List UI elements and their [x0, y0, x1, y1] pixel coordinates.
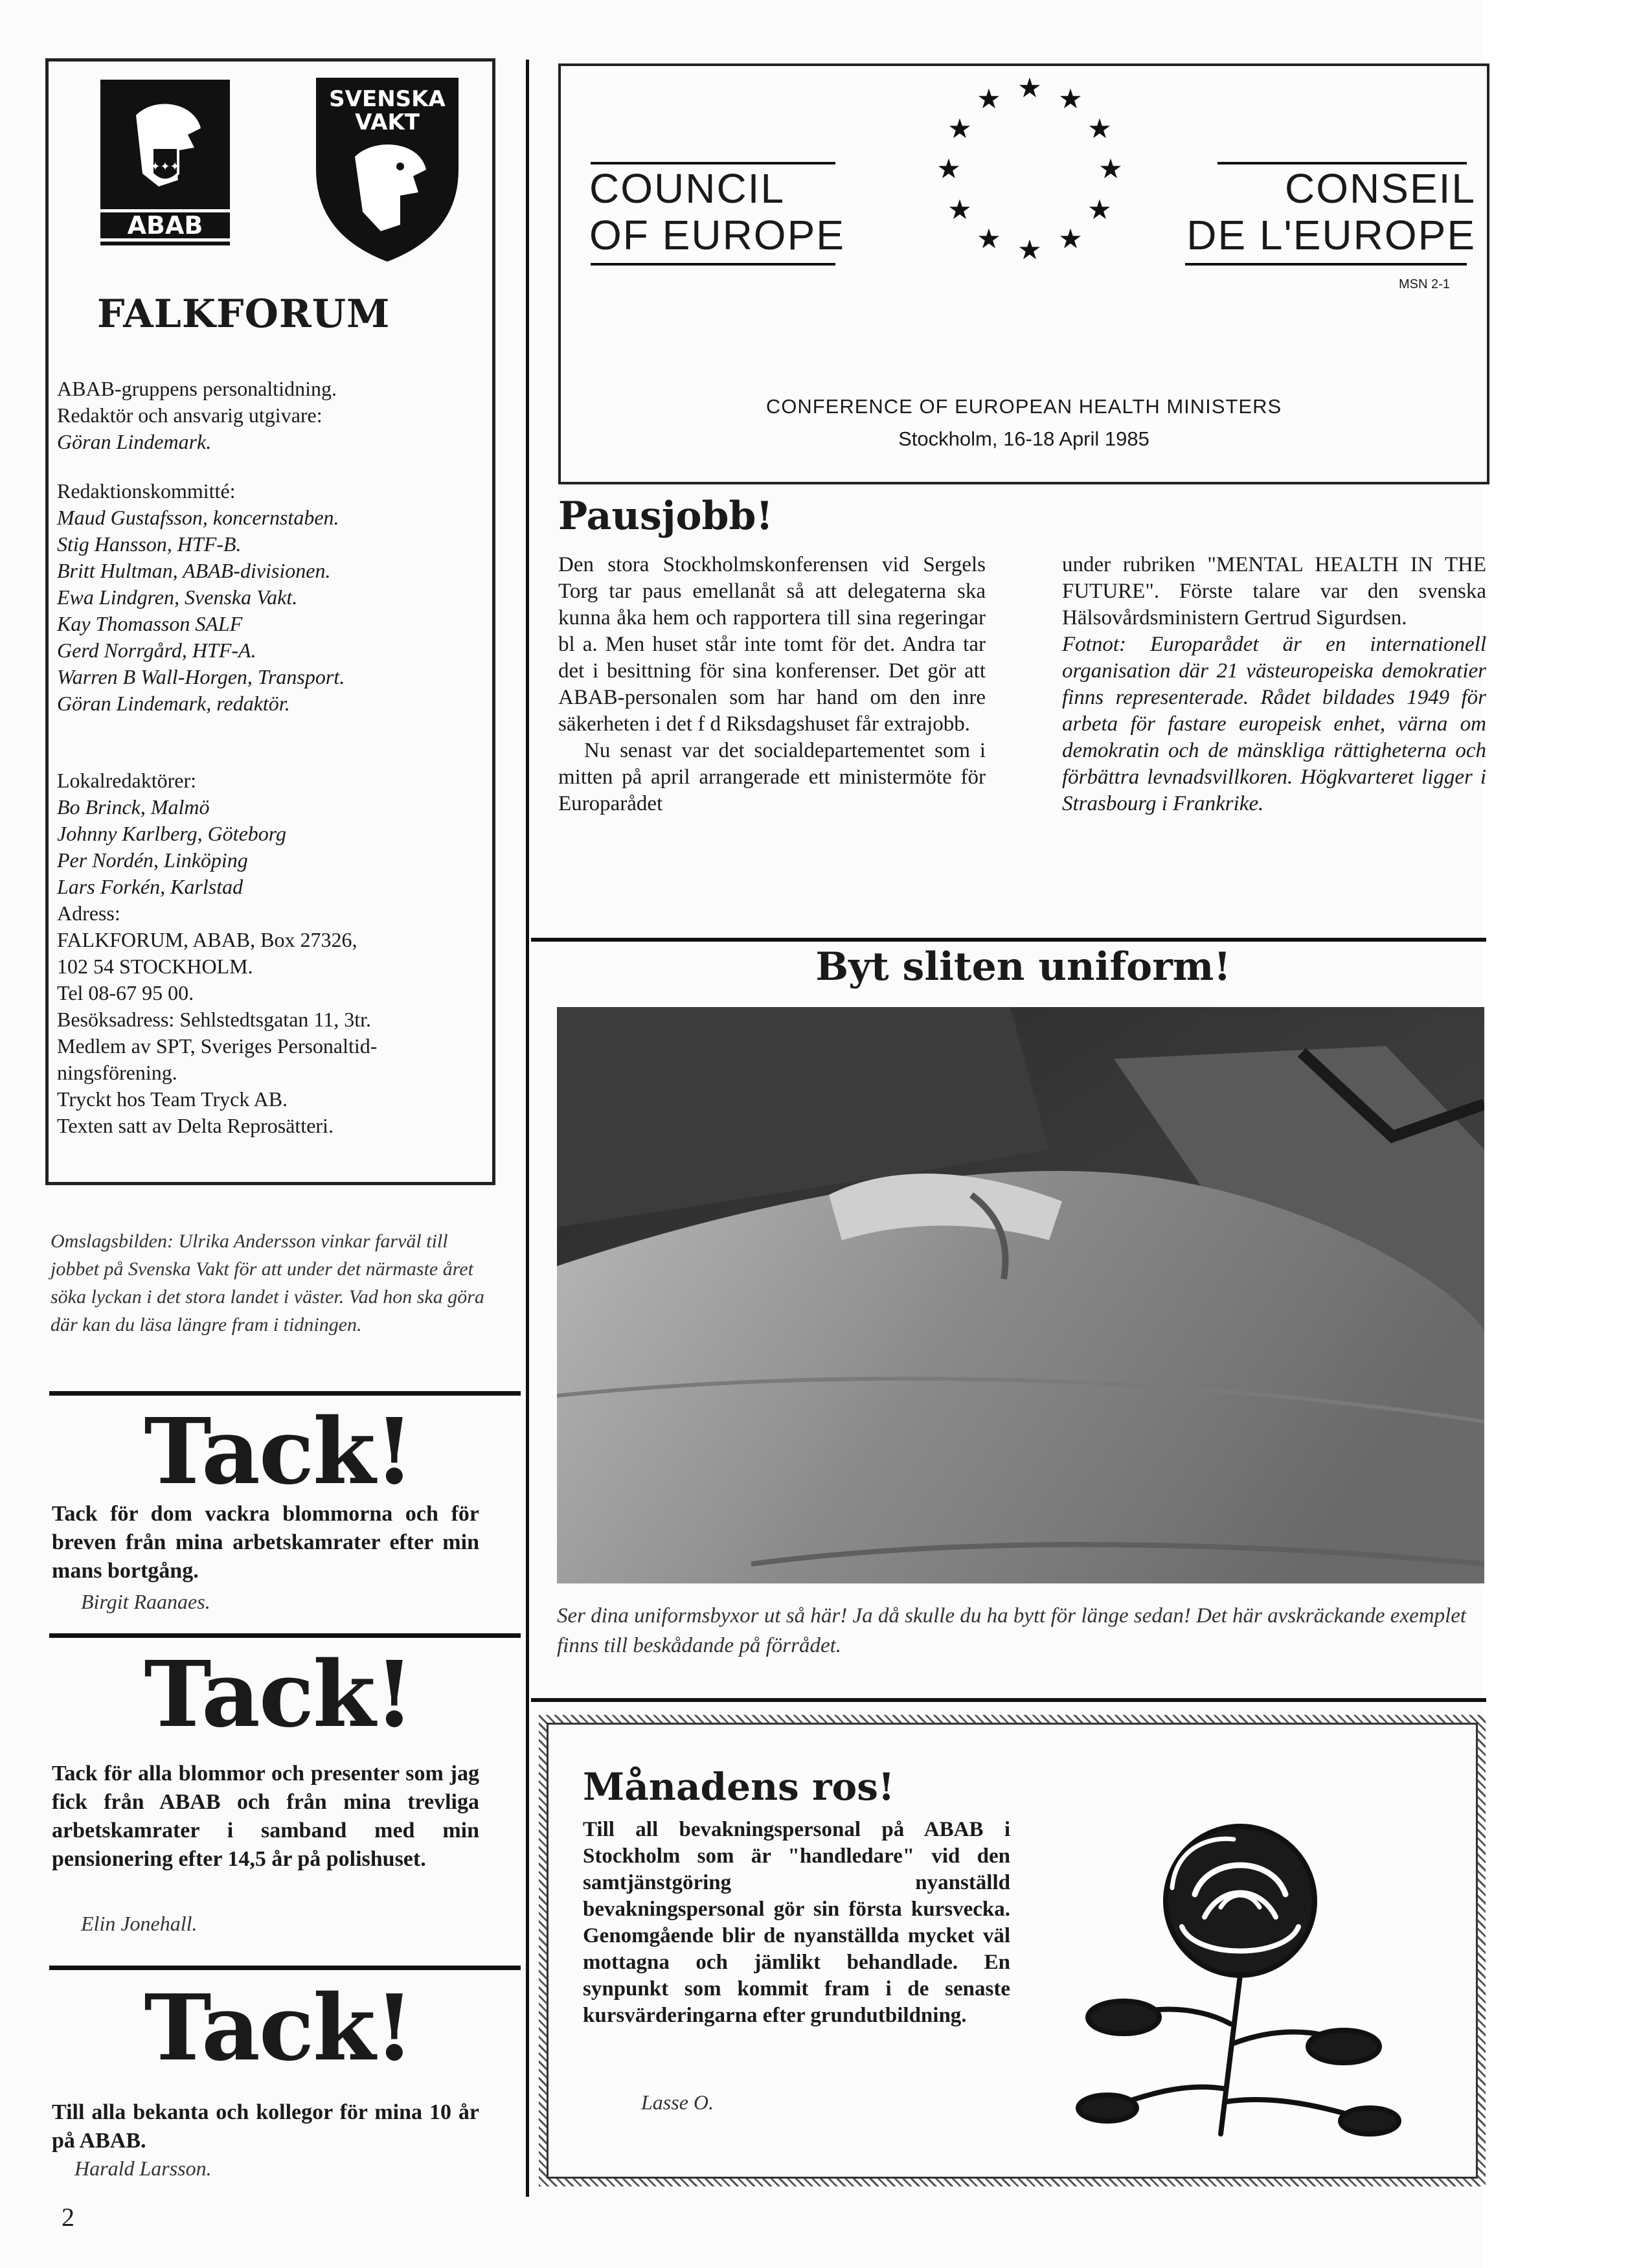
cover-photo-caption: Omslagsbilden: Ulrika Andersson vinkar farväl till jobbet på Svenska Vakt för att under det närmaste året söka lyckan i det stora landet i väster. Vad hon ska göra där kan du läsa längre fram i tidningen. [51, 1230, 484, 1335]
conference-title: CONFERENCE OF EUROPEAN HEALTH MINISTERS [765, 395, 1282, 418]
svenska-vakt-shield-logo [310, 73, 465, 264]
uniform-headline: Byt sliten uniform! [815, 944, 1231, 990]
council-of-europe-text: COUNCIL OF EUROPE [589, 165, 845, 258]
worn-uniform-photo [557, 1007, 1484, 1583]
pausjobb-headline: Pausjobb! [558, 493, 773, 539]
tack-1-title: Tack! [144, 1399, 413, 1505]
svg-text:★: ★ [1058, 223, 1083, 255]
msn-code: MSN 2-1 [1399, 277, 1450, 291]
abab-logo-text: ABAB [127, 211, 203, 240]
svg-text:★: ★ [1017, 72, 1042, 104]
tack-3-title: Tack! [144, 1975, 413, 2081]
tack-2-title: Tack! [144, 1642, 413, 1748]
falkforum-title: FALKFORUM [97, 291, 391, 337]
conseil-de-leurope-text: CONSEIL DE L'EUROPE [1186, 165, 1476, 258]
svg-text:SVENSKA: SVENSKA [329, 86, 446, 112]
manadens-ros-headline: Månadens ros! [583, 1765, 895, 1809]
pausjobb-column-1: Den stora Stockholmskonferensen vid Sergels Torg tar paus emellanåt så att delegaterna ska kunna åka hem och rapportera till sina regeringar bl a. Men huset står inte tomt för det. Andra tar det i besittning för sina konferenser. Det gör att ABAB-personalen som har hand om den inre säkerheten i det f d Riksdagshuset får extrajobb. Nu senast var det socialdepartementet som i mitten på april arrangerade ett ministermöte för Europarådet [558, 553, 986, 815]
tack-2-rule [49, 1633, 521, 1638]
tack-3-signature: Harald Larsson. [74, 2157, 212, 2180]
editorial-committee: Redaktionskommitté: Maud Gustafsson, koncernstaben. Stig Hansson, HTF-B. Britt Hultman, ABAB-divisionen. Ewa Lindgren, Svenska Vakt. Kay Thomasson SALF Gerd Norrgård, HTF-A. Warren B Wall-Horgen, Transport. Göran Lindemark, redaktör. [57, 479, 345, 715]
masthead-intro: ABAB-gruppens personaltidning. Redaktör och ansvarig utgivare: Göran Lindemark. [57, 377, 337, 453]
abab-eagle-logo [97, 76, 233, 251]
svg-text:✦✦✦: ✦✦✦ [150, 160, 180, 174]
uniform-top-rule [531, 938, 1486, 942]
page-number: 2 [62, 2203, 74, 2232]
column-divider [526, 60, 529, 2197]
tack-1-rule [49, 1391, 521, 1396]
svg-text:VAKT: VAKT [355, 109, 420, 135]
svg-text:★: ★ [1017, 234, 1042, 266]
svg-text:★: ★ [1087, 113, 1112, 144]
tack-2-signature: Elin Jonehall. [81, 1912, 198, 1935]
torn-page-edge [1483, 0, 1630, 2268]
svg-text:★: ★ [977, 83, 1001, 115]
svg-text:★: ★ [936, 153, 961, 185]
coe-left-bottom-rule [591, 263, 835, 266]
manadens-ros-signature: Lasse O. [641, 2091, 714, 2114]
svg-text:★: ★ [1058, 83, 1083, 115]
local-editors: Lokalredaktörer: Bo Brinck, Malmö Johnny Karlberg, Göteborg Per Nordén, Linköping Lars Forkén, Karlstad Adress: FALKFORUM, ABAB, Box 27326, 102 54 STOCKHOLM. Tel 08-67 95 00. Besöksadress: Sehlstedtsgatan 11, 3tr. Medlem av SPT, Sveriges Personaltid- ningsförening. Tryckt hos Team Tryck AB. Texten satt av Delta Reprosätteri. [57, 769, 378, 1137]
coe-right-top-rule [1217, 162, 1467, 164]
svg-text:★: ★ [947, 194, 972, 225]
european-stars-emblem [926, 71, 1133, 272]
coe-left-top-rule [591, 162, 835, 164]
conference-place-date: Stockholm, 16-18 April 1985 [898, 427, 1149, 450]
tack-1-body: Tack för dom vackra blommorna och för breven från mina arbetskamrater efter min mans bortgång. [52, 1502, 479, 1583]
tack-3-rule [49, 1966, 521, 1970]
svg-text:★: ★ [947, 113, 972, 144]
manadens-ros-body: Till all bevakningspersonal på ABAB i Stockholm som är "handledare" vid den samtjänstgöring nyanställd bevakningspersonal gör sin första kursvecka. Genomgående blir de nyanställda mycket väl mottagna och jämlikt behandlade. En synpunkt som kommit fram i de senaste kursvärderingarna efter grundutbildning. [583, 1818, 1010, 2027]
ros-top-rule [531, 1698, 1486, 1702]
coe-right-bottom-rule [1185, 263, 1467, 266]
tack-2-body: Tack för alla blommor och presenter som jag fick från ABAB och från mina trevliga arbetskamrater i samband med min pensionering efter 14,5 år på polishuset. [52, 1762, 479, 1871]
uniform-photo-caption: Ser dina uniformsbyxor ut så här! Ja då skulle du ha bytt för länge sedan! Det här avskräckande exemplet finns till beskådande på förrådet. [557, 1604, 1467, 1657]
svg-text:★: ★ [1098, 153, 1123, 185]
svg-text:★: ★ [1087, 194, 1112, 225]
rose-illustration [1065, 1810, 1402, 2140]
svg-text:★: ★ [977, 223, 1001, 255]
pausjobb-column-2: under rubriken "MENTAL HEALTH IN THE FUTURE". Förste talare var den svenska Hälsovårdsministern Gertrud Sigurdsen. Fotnot: Europarådet är en internationell organisation där 21 västeuropeiska demokratier finns representerade. Rådet bildades 1949 för arbeta för fastare europeisk enhet, värna om demokratin och de mänskliga rättigheterna och förbättra levnadsvillkoren. Högkvarteret ligger i Strasbourg i Frankrike. [1062, 553, 1486, 815]
tack-3-body: Till alla bekanta och kollegor för mina 10 år på ABAB. [52, 2100, 479, 2153]
tack-1-signature: Birgit Raanaes. [81, 1590, 210, 1613]
